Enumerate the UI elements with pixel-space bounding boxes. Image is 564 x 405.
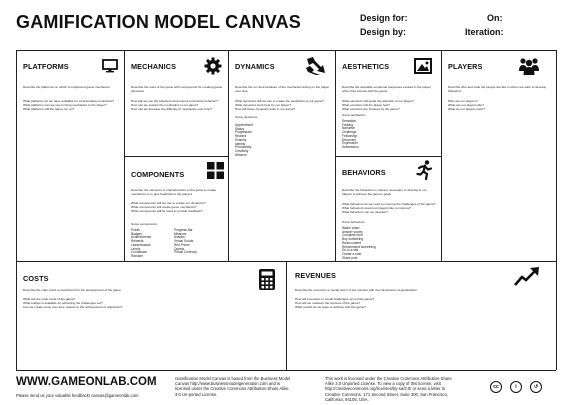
behaviors-title: BEHAVIORS <box>342 168 386 177</box>
list-item: Identity <box>235 141 246 146</box>
mechanics-section <box>125 51 228 156</box>
list-item: Recommend something <box>342 244 376 249</box>
revenues-title: REVENUES <box>295 271 336 280</box>
iteration-label: Iteration: <box>465 27 504 37</box>
mechanics-questions: How will we use the selected components to develop behavior? How can we sustain the mechanics in our game? How can we increase the difficulty of mechanics over time? <box>131 99 218 111</box>
list-item: Submission <box>342 144 359 149</box>
platforms-intro: Describe the platforms on which to implement game mechanics <box>23 85 110 89</box>
list-item: Status <box>235 126 245 131</box>
grid-bottom-border <box>16 370 556 371</box>
behaviors-section <box>336 157 441 261</box>
costs-title: COSTS <box>23 274 49 283</box>
list-item: Altruism <box>235 152 247 157</box>
blocks-icon <box>207 162 224 179</box>
revenues-section <box>287 262 556 370</box>
list-item: Rewards <box>131 239 144 244</box>
players-questions: Who are our players? What are our players like? What do our players want? <box>448 99 485 111</box>
list-item: Discovery <box>342 137 356 142</box>
aesthetics-examples-label: Some aesthetics: <box>342 113 366 117</box>
list-item: Avatars <box>174 235 185 240</box>
mechanics-intro: Describe the rules of the game with components for creating game dynamics <box>131 85 223 93</box>
list-item: Watch video <box>342 226 360 230</box>
players-intro: Describe who and what the people are like in whom we want to develop behaviors <box>448 85 547 93</box>
components-examples-list <box>131 229 217 259</box>
list-item: Fantasy <box>342 122 354 127</box>
list-item: Challenge <box>342 130 357 135</box>
list-item <box>174 255 217 259</box>
behaviors-examples-list <box>342 227 376 260</box>
list-item: Red Prices <box>174 242 190 247</box>
list-item: Share post <box>342 255 358 260</box>
by-icon: i <box>510 381 522 393</box>
platforms-title: PLATFORMS <box>23 62 69 71</box>
canvas-title: GAMIFICATION MODEL CANVAS <box>16 12 301 32</box>
calculator-icon <box>259 269 275 290</box>
costs-intro: Describe the main costs or investment for the development of the game <box>23 288 121 292</box>
dynamics-section <box>229 51 335 261</box>
aesthetics-section <box>336 51 441 156</box>
list-item: Progression <box>235 130 253 135</box>
list-item: Leaderboards <box>131 242 151 247</box>
costs-questions: What are the main costs of the game? What budget is available for achieving the challenges set? Can we create costs over time, based on the achievement of objectives? <box>23 297 123 309</box>
list-item: Points <box>131 228 140 232</box>
list-item: Sensation <box>342 119 357 123</box>
list-item: Levels <box>131 246 141 251</box>
list-item: Appointment <box>235 123 253 127</box>
list-item: Missions <box>174 231 187 236</box>
players-title: PLAYERS <box>448 62 483 71</box>
list-item: Narrative <box>342 126 355 131</box>
list-item: Scarcity <box>235 137 247 142</box>
list-item: Read content <box>342 240 361 245</box>
list-item: Create a note <box>342 251 362 256</box>
revenues-intro: Describe the economic or social return of the solution with the introduction of gamification <box>295 288 418 292</box>
grid-right-border <box>556 50 557 370</box>
list-item: Random <box>131 253 144 258</box>
list-item: Quests <box>174 246 185 251</box>
license-text: This work is licensed under the Creative Commons Attribution-Share Alike 3.0 Unported License. To view a copy of this license, visit http://creativecommons.org/licenses/by-sa/3.0/ or send a letter to Creative Commons, 171 Second Street, Suite 300, San Francisco, California, 94105, USA. <box>325 376 452 402</box>
list-item: Achievements <box>131 235 152 240</box>
components-title: COMPONENTS <box>131 170 185 179</box>
components-section <box>125 157 228 261</box>
design-for-label: Design for: <box>360 13 408 23</box>
list-item: Complete form <box>342 233 363 238</box>
mechanics-title: MECHANICS <box>131 62 177 71</box>
components-intro: Describe the elements or characteristics of the game to create mechanics or to give feedback to the players <box>131 188 217 196</box>
list-item: Progress Bar <box>174 228 193 232</box>
list-item: Productivity <box>235 145 252 150</box>
components-questions: What components will we use to create our dynamics? What components will create game mechanics? What components will be used to provide feedback? <box>131 201 206 213</box>
list-item: Answer survey <box>342 229 363 234</box>
components-examples-label: Some components: <box>131 222 158 226</box>
dynamics-questions: What dynamics will we use to create the aesthetics of our game? What dynamics work best for our player? How will these dynamics work in our game? <box>235 99 324 111</box>
picture-icon <box>414 58 432 74</box>
costs-section <box>17 262 286 370</box>
list-item: Creativity <box>235 148 249 153</box>
players-section <box>442 51 556 261</box>
list-item: Virtual Currency <box>174 250 197 255</box>
list-item: Virtual Goods <box>174 239 194 244</box>
list-item: Go to a site <box>342 248 359 253</box>
platforms-section <box>17 51 124 261</box>
aesthetics-examples-list <box>342 120 358 150</box>
dynamics-examples-label: Some dynamics: <box>235 115 258 119</box>
list-item: Countdown <box>131 250 148 255</box>
list-item: Reward <box>235 134 246 139</box>
feedback-note: Please send us your valuable feedback! canvas@gameonlab.com <box>16 393 139 398</box>
revenues-questions: How will economic or social challenges set out the game? How will we measure the success of the game? What results do we hope to achieve with the game? <box>295 297 375 309</box>
dynamics-examples-list <box>235 124 253 157</box>
list-item: Fellowship <box>342 133 358 138</box>
sa-icon: ↺ <box>530 381 542 393</box>
aesthetics-questions: What elements will guide the attention of our player? What emotions will the player feel? What emotions are fostered by the game? <box>342 99 414 111</box>
design-by-label: Design by: <box>360 27 407 37</box>
gear-icon <box>204 57 222 75</box>
list-item: Buy something <box>342 237 364 242</box>
list-item: Badges <box>131 231 142 236</box>
growth-chart-icon <box>514 267 540 287</box>
platforms-questions: What platforms do we have available for incorporating mechanics? What platforms can we use to bring mechanics to the player? What platforms will the game run on? <box>23 99 115 111</box>
attribution-text: Gamification Model Canvas is based from the Business Model Canvas http://www.businessmodelgeneration.com and is licensed under the Creative Commons Attribution-Share Alike 3.0 Un-ported License. <box>175 376 291 397</box>
aesthetics-title: AESTHETICS <box>342 62 390 71</box>
behaviors-intro: Describe the behaviors or actions necessary to develop in our players to achieve the game's goals <box>342 188 427 196</box>
dynamics-intro: Describe the run-time behavior of the mechanics acting on the player over time <box>235 85 330 93</box>
website-link[interactable]: WWW.GAMEONLAB.COM <box>16 376 157 388</box>
behaviors-questions: What behaviors do we need to improve the challenges of the game? What behaviors would our players like to improve? What behaviors can we develop? <box>342 202 436 214</box>
people-icon <box>518 57 540 75</box>
cc-icon: cc <box>490 381 502 393</box>
on-label: On: <box>487 13 503 23</box>
dynamics-title: DYNAMICS <box>235 62 275 71</box>
list-item: Expression <box>342 141 358 146</box>
runner-icon <box>416 160 434 180</box>
behaviors-examples-label: Some behaviors: <box>342 220 366 224</box>
arrows-icon <box>305 56 327 76</box>
aesthetics-intro: Describe the desirable emotional responses evoked in the player, when they interact with the game <box>342 85 432 93</box>
monitor-icon <box>102 59 118 73</box>
